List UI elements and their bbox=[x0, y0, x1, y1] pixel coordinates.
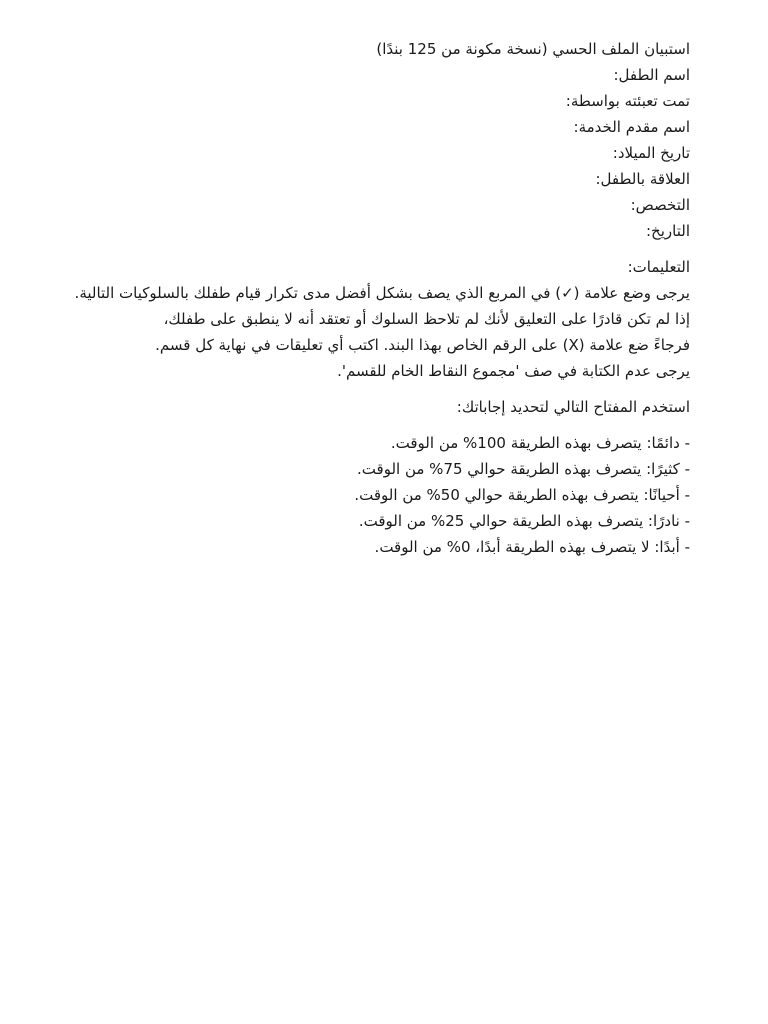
field-date: التاريخ: bbox=[646, 222, 690, 240]
field-birth-date: تاريخ الميلاد: bbox=[612, 144, 690, 162]
instructions-line: يرجى وضع علامة (✓) في المربع الذي يصف بشكل أفضل مدى تكرار قيام طفلك بالسلوكيات التالية. bbox=[74, 284, 690, 302]
instructions-line: يرجى عدم الكتابة في صف 'مجموع النقاط الخام للقسم'. bbox=[337, 362, 690, 380]
instructions-line: فرجاءً ضع علامة (X) على الرقم الخاص بهذا البند. اكتب أي تعليقات في نهاية كل قسم. bbox=[155, 336, 690, 354]
key-item-never: - أبدًا: لا يتصرف بهذه الطريقة أبدًا، 0% من الوقت. bbox=[374, 538, 690, 556]
key-item-always: - دائمًا: يتصرف بهذه الطريقة 100% من الوقت. bbox=[390, 434, 690, 452]
field-provider-name: اسم مقدم الخدمة: bbox=[573, 118, 690, 136]
field-child-name: اسم الطفل: bbox=[613, 66, 690, 84]
field-completed-by: تمت تعبئته بواسطة: bbox=[565, 92, 690, 110]
key-item-seldom: - نادرًا: يتصرف بهذه الطريقة حوالي 25% من الوقت. bbox=[358, 512, 690, 530]
field-specialty: التخصص: bbox=[630, 196, 690, 214]
instructions-line: إذا لم تكن قادرًا على التعليق لأنك لم تلاحظ السلوك أو تعتقد أنه لا ينطبق على طفلك، bbox=[163, 310, 690, 328]
field-relationship: العلاقة بالطفل: bbox=[595, 170, 690, 188]
key-heading: استخدم المفتاح التالي لتحديد إجاباتك: bbox=[456, 398, 690, 416]
key-item-occasionally: - أحيانًا: يتصرف بهذه الطريقة حوالي 50% من الوقت. bbox=[354, 486, 690, 504]
questionnaire-document bbox=[0, 36, 690, 560]
key-item-frequently: - كثيرًا: يتصرف بهذه الطريقة حوالي 75% من الوقت. bbox=[357, 460, 690, 478]
instructions-heading: التعليمات: bbox=[627, 258, 690, 276]
document-title: استبيان الملف الحسي (نسخة مكونة من 125 بندًا) bbox=[376, 40, 690, 58]
